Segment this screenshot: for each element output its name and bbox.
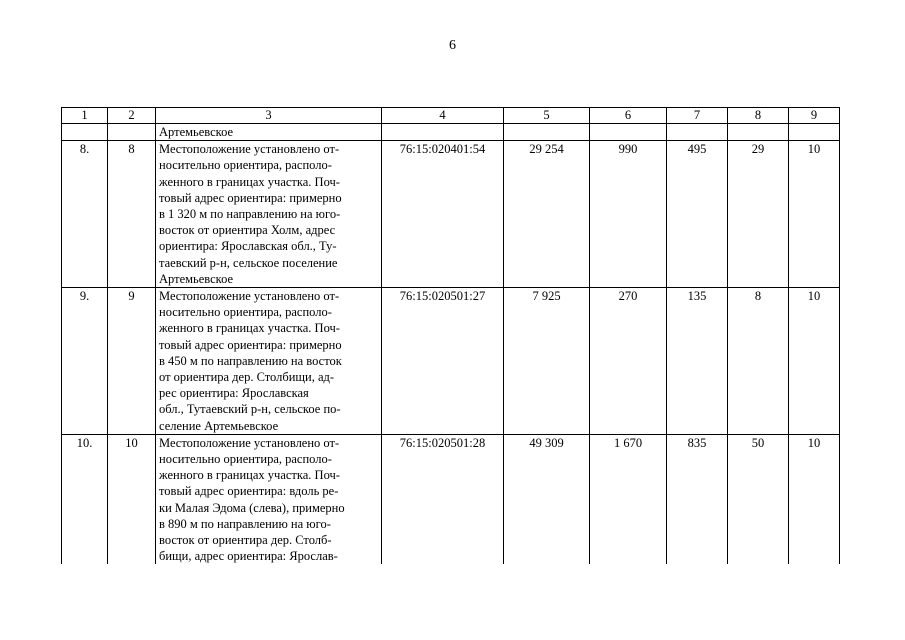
description-line: обл., Тутаевский р-н, сельское по- bbox=[159, 402, 341, 417]
page-number: 6 bbox=[449, 38, 456, 53]
description-line: восток от ориентира Холм, адрес bbox=[159, 223, 336, 238]
location-description bbox=[156, 141, 382, 288]
description-line: ориентира: Ярославская обл., Ту- bbox=[159, 239, 337, 254]
description-line: носительно ориентира, располо- bbox=[159, 305, 332, 320]
column-header-9: 9 bbox=[789, 108, 840, 124]
description-line: селение Артемьевское bbox=[159, 418, 279, 433]
cadastral-number: 76:15:020501:28 bbox=[382, 434, 504, 564]
table-row bbox=[62, 288, 840, 435]
description-line: товый адрес ориентира: примерно bbox=[159, 190, 342, 205]
table-cell bbox=[382, 124, 504, 141]
table-row bbox=[62, 141, 840, 288]
column-6-value: 990 bbox=[590, 141, 667, 288]
description-line: товый адрес ориентира: вдоль ре- bbox=[159, 484, 339, 499]
column-9-value: 10 bbox=[789, 288, 840, 435]
location-description bbox=[156, 434, 382, 564]
column-5-value: 49 309 bbox=[504, 434, 590, 564]
column-header-7: 7 bbox=[667, 108, 728, 124]
header-row bbox=[62, 108, 840, 124]
description-line: от ориентира дер. Столбищи, ад- bbox=[159, 370, 335, 385]
row-number: 10. bbox=[62, 434, 108, 564]
column-9-value: 10 bbox=[789, 141, 840, 288]
description-line: Артемьевское bbox=[159, 271, 234, 286]
table-cell bbox=[62, 124, 108, 141]
description-line: женного в границах участка. Поч- bbox=[159, 174, 340, 189]
table-cell bbox=[590, 124, 667, 141]
description-line: восток от ориентира дер. Столб- bbox=[159, 533, 332, 548]
column-7-value: 835 bbox=[667, 434, 728, 564]
column-8-value: 50 bbox=[728, 434, 789, 564]
description-line: Местоположение установлено от- bbox=[159, 435, 340, 450]
column-header-6: 6 bbox=[590, 108, 667, 124]
description-line: Местоположение установлено от- bbox=[159, 289, 340, 304]
column-9-value: 10 bbox=[789, 434, 840, 564]
plot-id: 10 bbox=[108, 434, 156, 564]
description-line: в 890 м по направлению на юго- bbox=[159, 516, 331, 531]
description-line: ки Малая Эдома (слева), примерно bbox=[159, 500, 345, 515]
location-description bbox=[156, 288, 382, 435]
description-line: Местоположение установлено от- bbox=[159, 142, 340, 157]
description-line: женного в границах участка. Поч- bbox=[159, 468, 340, 483]
row-number: 8. bbox=[62, 141, 108, 288]
column-header-4: 4 bbox=[382, 108, 504, 124]
column-7-value: 495 bbox=[667, 141, 728, 288]
description-line: бищи, адрес ориентира: Ярослав- bbox=[159, 549, 338, 564]
description-line: в 1 320 м по направлению на юго- bbox=[159, 207, 341, 222]
plot-id: 8 bbox=[108, 141, 156, 288]
column-header-2: 2 bbox=[108, 108, 156, 124]
cadastral-number: 76:15:020501:27 bbox=[382, 288, 504, 435]
description-line: женного в границах участка. Поч- bbox=[159, 321, 340, 336]
row-number: 9. bbox=[62, 288, 108, 435]
column-5-value: 7 925 bbox=[504, 288, 590, 435]
column-header-3: 3 bbox=[156, 108, 382, 124]
column-6-value: 1 670 bbox=[590, 434, 667, 564]
table-cell bbox=[789, 124, 840, 141]
description-line: в 450 м по направлению на восток bbox=[159, 353, 342, 368]
land-plots-table bbox=[61, 107, 840, 564]
table-cell bbox=[728, 124, 789, 141]
column-5-value: 29 254 bbox=[504, 141, 590, 288]
column-header-8: 8 bbox=[728, 108, 789, 124]
column-header-5: 5 bbox=[504, 108, 590, 124]
description-line: носительно ориентира, располо- bbox=[159, 158, 332, 173]
description-line: таевский р-н, сельское поселение bbox=[159, 255, 338, 270]
table-cell bbox=[667, 124, 728, 141]
description-line: рес ориентира: Ярославская bbox=[159, 386, 309, 401]
column-8-value: 8 bbox=[728, 288, 789, 435]
column-7-value: 135 bbox=[667, 288, 728, 435]
description-line: носительно ориентира, располо- bbox=[159, 452, 332, 467]
table-cell bbox=[108, 124, 156, 141]
description-line: товый адрес ориентира: примерно bbox=[159, 337, 342, 352]
table-cell bbox=[504, 124, 590, 141]
column-8-value: 29 bbox=[728, 141, 789, 288]
plot-id: 9 bbox=[108, 288, 156, 435]
table-row bbox=[62, 434, 840, 564]
column-6-value: 270 bbox=[590, 288, 667, 435]
cadastral-number: 76:15:020401:54 bbox=[382, 141, 504, 288]
column-header-1: 1 bbox=[62, 108, 108, 124]
continuation-row bbox=[62, 124, 840, 141]
continuation-text: Артемьевское bbox=[156, 124, 382, 141]
